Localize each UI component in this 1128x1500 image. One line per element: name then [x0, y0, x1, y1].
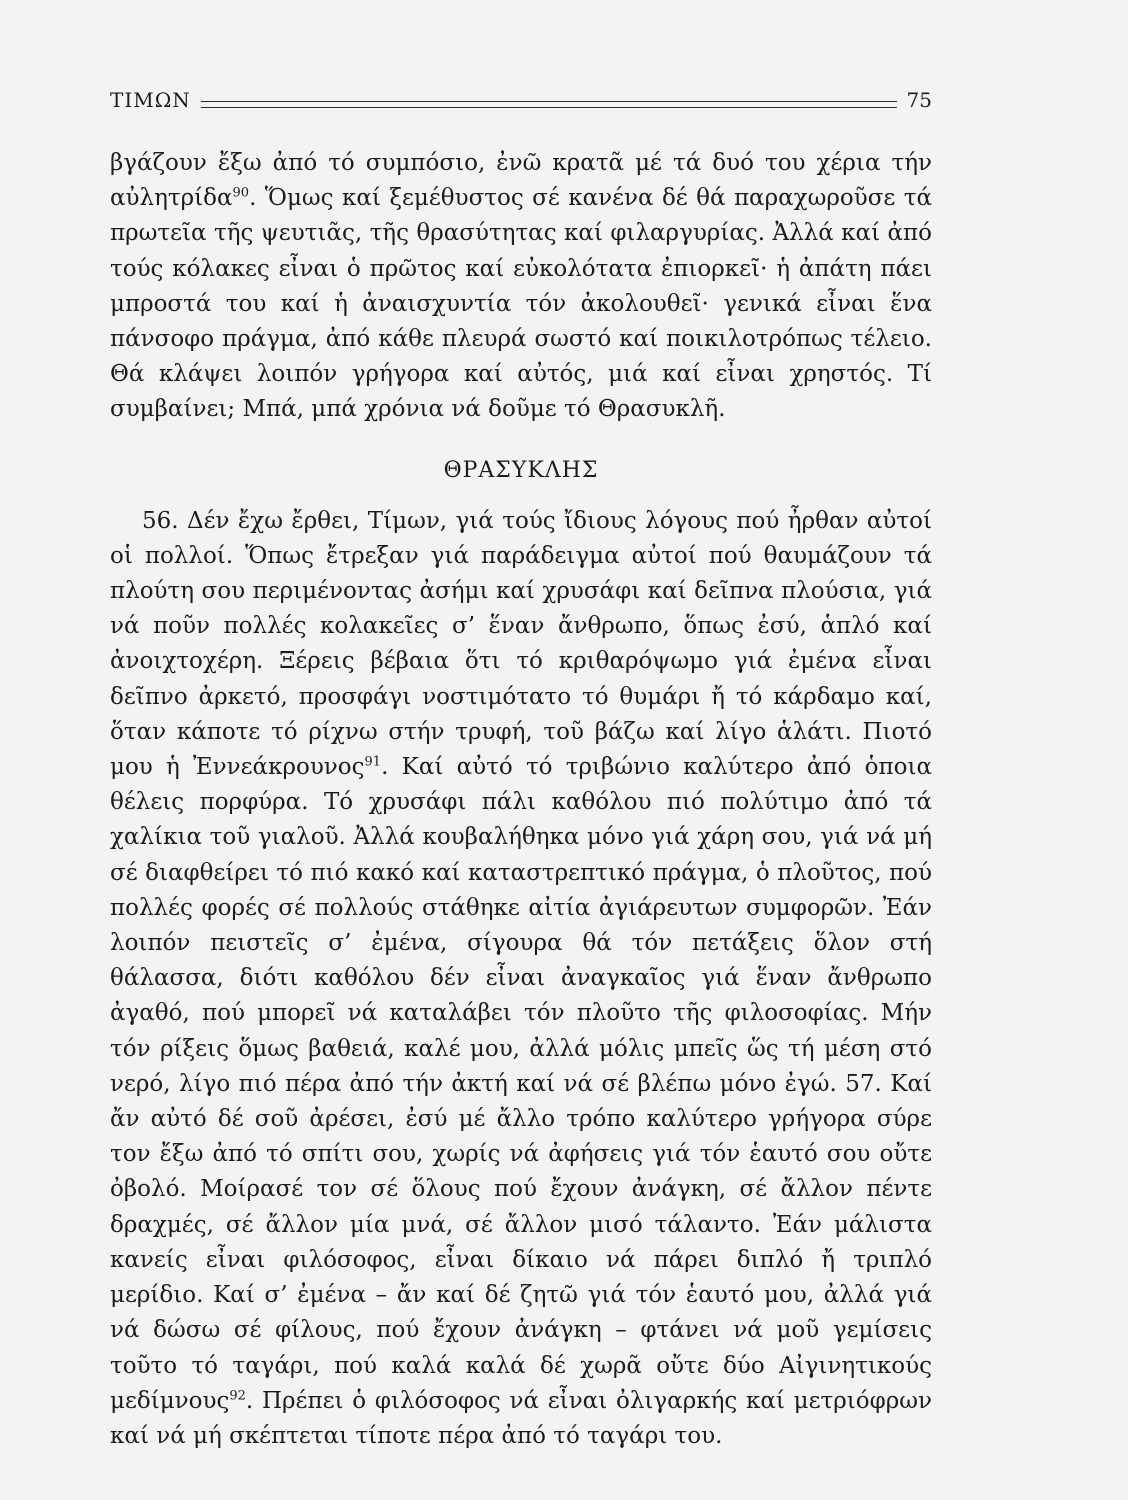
page-number: 75: [906, 88, 932, 112]
footnote-marker[interactable]: 91: [364, 754, 382, 770]
header-rule: [201, 101, 897, 108]
speaker-heading: [110, 456, 932, 486]
body-text: [110, 146, 932, 1454]
running-title: ΤΙΜΩΝ: [110, 88, 191, 112]
text-run: ΘΡΑΣΥΚΛΗΣ: [443, 457, 599, 483]
text-run: βγάζουν ἔξω ἀπό τό συμπόσιο, ἐνῶ κρατᾶ μέ τά δυό του χέρια τήν αὐλητρίδα: [110, 150, 932, 212]
running-header: [110, 78, 932, 112]
footnote-marker[interactable]: 90: [232, 185, 250, 201]
text-run: . Καί αὐτό τό τριβώνιο καλύτερο ἀπό ὁποια θέλεις πορφύρα. Τό χρυσάφι πάλι καθόλου πιό πολύτιμο ἀπό τά χαλίκια τοῦ γιαλοῦ. Ἀλλά κουβαλήθηκα μόνο γιά χάρη σου, γιά νά μή σέ διαφθείρει τό πιό κακό καί καταστρεπτικό πράγμα, ὁ πλοῦτος, πού πολλές φορές σέ πολλούς στάθηκε αἰτία ἀγιάρευτων συμφορῶν. Ἐάν λοιπόν πειστεῖς σ’ ἐμένα, σίγουρα θά τόν πετάξεις ὅλον στή θάλασσα, διότι καθόλου δέν εἶναι ἀναγκαῖος γιά ἕναν ἄνθρωπο ἀγαθό, πού μπορεῖ νά καταλάβει τόν πλοῦτο τῆς φιλοσοφίας. Μήν τόν ρίξεις ὅμως βαθειά, καλέ μου, ἀλλά μόλις μπεῖς ὥς τή μέση στό νερό, λίγο πιό πέρα ἀπό τήν ἀκτή καί νά σέ βλέπω μόνο ἐγώ. 57. Καί ἄν αὐτό δέ σοῦ ἀρέσει, ἐσύ μέ ἄλλο τρόπο καλύτερο γρήγορα σύρε τον ἔξω ἀπό τό σπίτι σου, χωρίς νά ἀφήσεις γιά τόν ἑαυτό σου οὔτε ὀβολό. Μοίρασέ τον σέ ὅλους πού ἔχουν ἀνάγκη, σέ ἄλλον πέντε δραχμές, σέ ἄλλον μία μνά, σέ ἄλλον μισό τάλαντο. Ἐάν μάλιστα κανείς εἶναι φιλόσοφος, εἶναι δίκαιο νά πάρει διπλό ἤ τριπλό μερίδιο. Καί σ’ ἐμένα – ἄν καί δέ ζητῶ γιά τόν ἑαυτό μου, ἀλλά γιά νά δώσω σέ φίλους, πού ἔχουν ἀνάγκη – φτάνει νά μοῦ γεμίσεις τοῦτο τό ταγάρι, πού καλά καλά δέ χωρᾶ οὔτε δύο Αἰγινητικούς μεδίμνους: [110, 754, 932, 1414]
text-run: 56. Δέν ἔχω ἔρθει, Τίμων, γιά τούς ἴδιους λόγους πού ἦρθαν αὐτοί οἱ πολλοί. Ὅπως ἔτρεξαν γιά παράδειγμα αὐτοί πού θαυμάζουν τά πλούτη σου περιμένοντας ἀσήμι καί χρυσάφι καί δεῖπνα πλούσια, γιά νά ποῦν πολλές κολακεῖες σ’ ἕναν ἄνθρωπο, ὅπως ἐσύ, ἁπλό καί ἀνοιχτοχέρη. Ξέρεις βέβαια ὅτι τό κριθαρόψωμο γιά ἐμένα εἶναι δεῖπνο ἀρκετό, προσφάγι νοστιμότατο τό θυμάρι ἤ τό κάρδαμο καί, ὅταν κάποτε τό ρίχνω στήν τρυφή, τοῦ βάζω καί λίγο ἁλάτι. Πιοτό μου ἡ Ἐννεάκρουνος: [110, 507, 932, 781]
text-run: . Πρέπει ὁ φιλόσοφος νά εἶναι ὀλιγαρκής καί μετριόφρων καί νά μή σκέπτεται τίποτε πέρα ἀπό τό ταγάρι του.: [110, 1387, 932, 1449]
text-run: . Ὅμως καί ξεμέθυστος σέ κανένα δέ θά παραχωροῦσε τά πρωτεῖα τῆς ψευτιᾶς, τῆς θρασύτητας καί φιλαργυρίας. Ἀλλά καί ἀπό τούς κόλακες εἶναι ὁ πρῶτος καί εὐκολότατα ἐπιορκεῖ· ἡ ἀπάτη πάει μπροστά του καί ἡ ἀναισχυντία τόν ἀκολουθεῖ· γενικά εἶναι ἕνα πάνσοφο πράγμα, ἀπό κάθε πλευρά σωστό καί ποικιλοτρόπως τέλειο. Θά κλάψει λοιπόν γρήγορα καί αὐτός, μιά καί εἶναι χρηστός. Τί συμβαίνει; Μπά, μπά χρόνια νά δοῦμε τό Θρασυκλῆ.: [110, 185, 932, 423]
paragraph: [110, 146, 932, 428]
paragraph: [110, 504, 932, 1454]
footnote-marker[interactable]: 92: [229, 1388, 246, 1404]
